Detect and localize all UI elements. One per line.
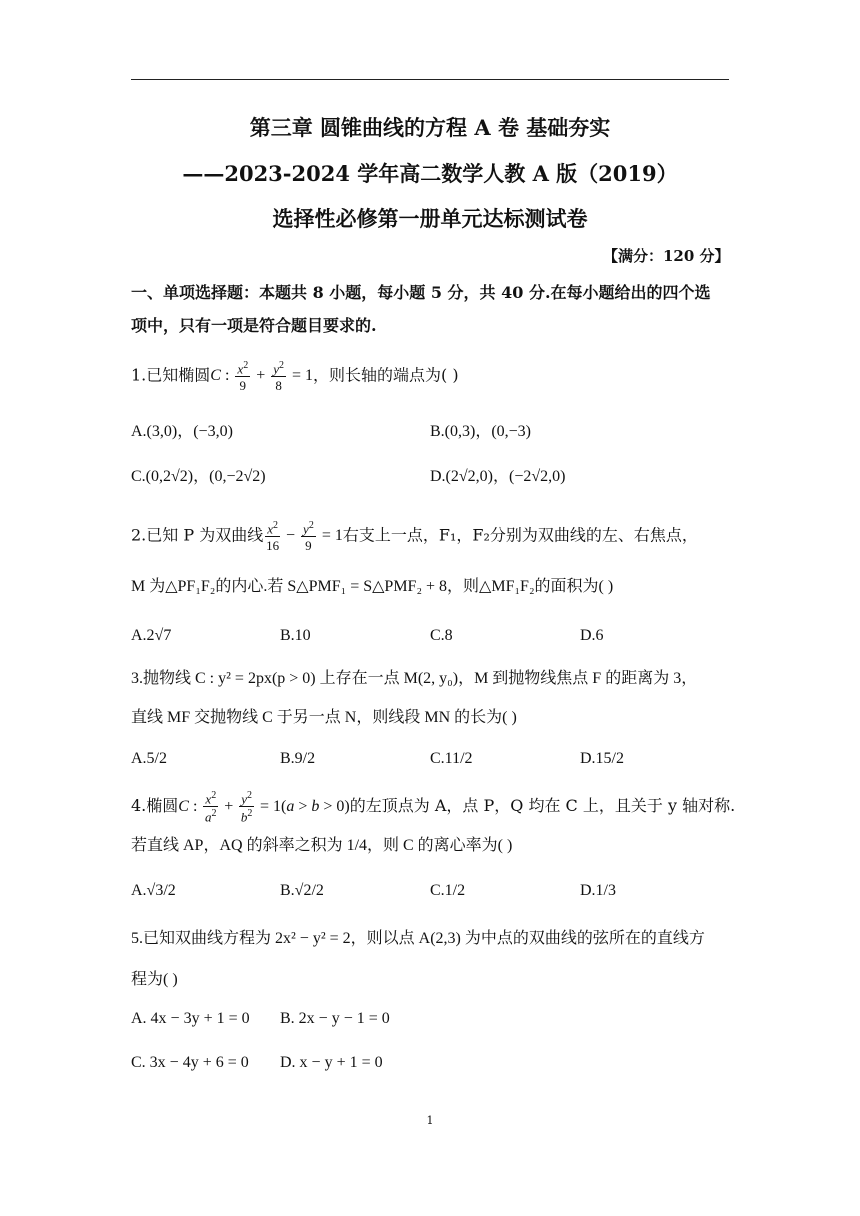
title-line-2: ——2023-2024 学年高二数学人教 A 版（2019） <box>182 161 678 186</box>
question-5-option-c: C. 3x − 4y + 6 = 0 <box>131 1054 249 1071</box>
question-5-line-1: 5.已知双曲线方程为 2x² − y² = 2，则以点 A(2,3) 为中点的双曲线的弦所在的直线方 <box>131 930 705 947</box>
question-4-stem: 4.椭圆C : $\frac{x^2}{a^2}$ + $\frac{y^2}{b^2}$ = 1(a > b > 0)的左顶点为 A，点 P，Q 均在 C 上，且关于 y 轴对称. <box>131 790 736 825</box>
page-number: 1 <box>426 1114 434 1127</box>
question-1-option-b: B.(0,3)，(0,−3) <box>430 423 532 440</box>
question-4-line-2: 若直线 AP，AQ 的斜率之积为 1/4，则 C 的离心率为( ) <box>131 837 513 854</box>
question-4-line-1-post: 的左顶点为 A，点 P，Q 均在 C 上，且关于 y 轴对称. <box>349 796 736 815</box>
question-4-option-b: B.√2/2 <box>280 882 324 899</box>
question-4-formula: C : $\frac{x^2}{a^2}$ + $\frac{y^2}{b^2}$ = 1(a > b > 0) <box>178 790 350 825</box>
question-5-option-b: B. 2x − y − 1 = 0 <box>280 1010 390 1027</box>
question-1-post: ，则长轴的端点为( ) <box>313 365 459 385</box>
question-2-option-c: C.8 <box>430 627 453 644</box>
question-3-line-1: 3.抛物线 C : y² = 2px(p > 0) 上存在一点 M(2, y₀)，M 到抛物线焦点 F 的距离为 3， <box>131 670 698 687</box>
question-3-line-2: 直线 MF 交抛物线 C 于另一点 N，则线段 MN 的长为( ) <box>131 709 517 726</box>
question-2-pre: 2.已知 P 为双曲线 <box>131 525 264 545</box>
section1-heading-line-1: 一、单项选择题：本题共 8 小题，每小题 5 分，共 40 分.在每小题给出的四个选 <box>131 283 711 302</box>
question-1-option-c: C.(0,2√2)，(0,−2√2) <box>131 468 266 485</box>
question-3-option-d: D.15/2 <box>580 750 624 767</box>
title-line-3: 选择性必修第一册单元达标测试卷 <box>272 206 588 231</box>
question-1-option-d: D.(2√2,0)，(−2√2,0) <box>430 468 566 485</box>
question-2-stem <box>131 521 698 552</box>
question-1-pre: 1.已知椭圆 <box>131 365 211 385</box>
question-5-option-d: D. x − y + 1 = 0 <box>280 1054 383 1071</box>
question-2-option-b: B.10 <box>280 627 311 644</box>
question-2-option-a: A.2√7 <box>131 627 172 644</box>
question-2-formula: $\frac{x^2}{16}$ − $\frac{y^2}{9}$ = 1 <box>266 520 343 554</box>
question-2-post: 右支上一点，F₁，F₂分别为双曲线的左、右焦点， <box>342 525 698 545</box>
question-4-option-c: C.1/2 <box>430 882 466 899</box>
question-4-option-a: A.√3/2 <box>131 882 176 899</box>
question-4-option-d: D.1/3 <box>580 882 616 899</box>
question-1-option-a: A.(3,0)，(−3,0) <box>131 423 233 440</box>
question-1-formula: C : $\frac{x^2}{9}$ + $\frac{y^2}{8}$ = 1 <box>210 360 314 394</box>
question-5-line-2: 程为( ) <box>131 971 178 988</box>
question-2-line-2: M 为△PF₁F₂的内心.若 S△PMF₁ = S△PMF₂ + 8，则△MF₁F₂的面积为( ) <box>131 578 614 595</box>
header-rule <box>131 79 729 80</box>
section1-heading-line-2: 项中，只有一项是符合题目要求的. <box>131 316 377 335</box>
question-5-option-a: A. 4x − 3y + 1 = 0 <box>131 1010 250 1027</box>
question-3-option-a: A.5/2 <box>131 750 167 767</box>
question-1-stem <box>131 361 459 392</box>
question-2-option-d: D.6 <box>580 627 604 644</box>
title-line-1: 第三章 圆锥曲线的方程 A 卷 基础夯实 <box>249 115 611 140</box>
question-3-option-b: B.9/2 <box>280 750 316 767</box>
question-3-option-c: C.11/2 <box>430 750 473 767</box>
full-score: 【满分：120 分】 <box>603 247 730 265</box>
